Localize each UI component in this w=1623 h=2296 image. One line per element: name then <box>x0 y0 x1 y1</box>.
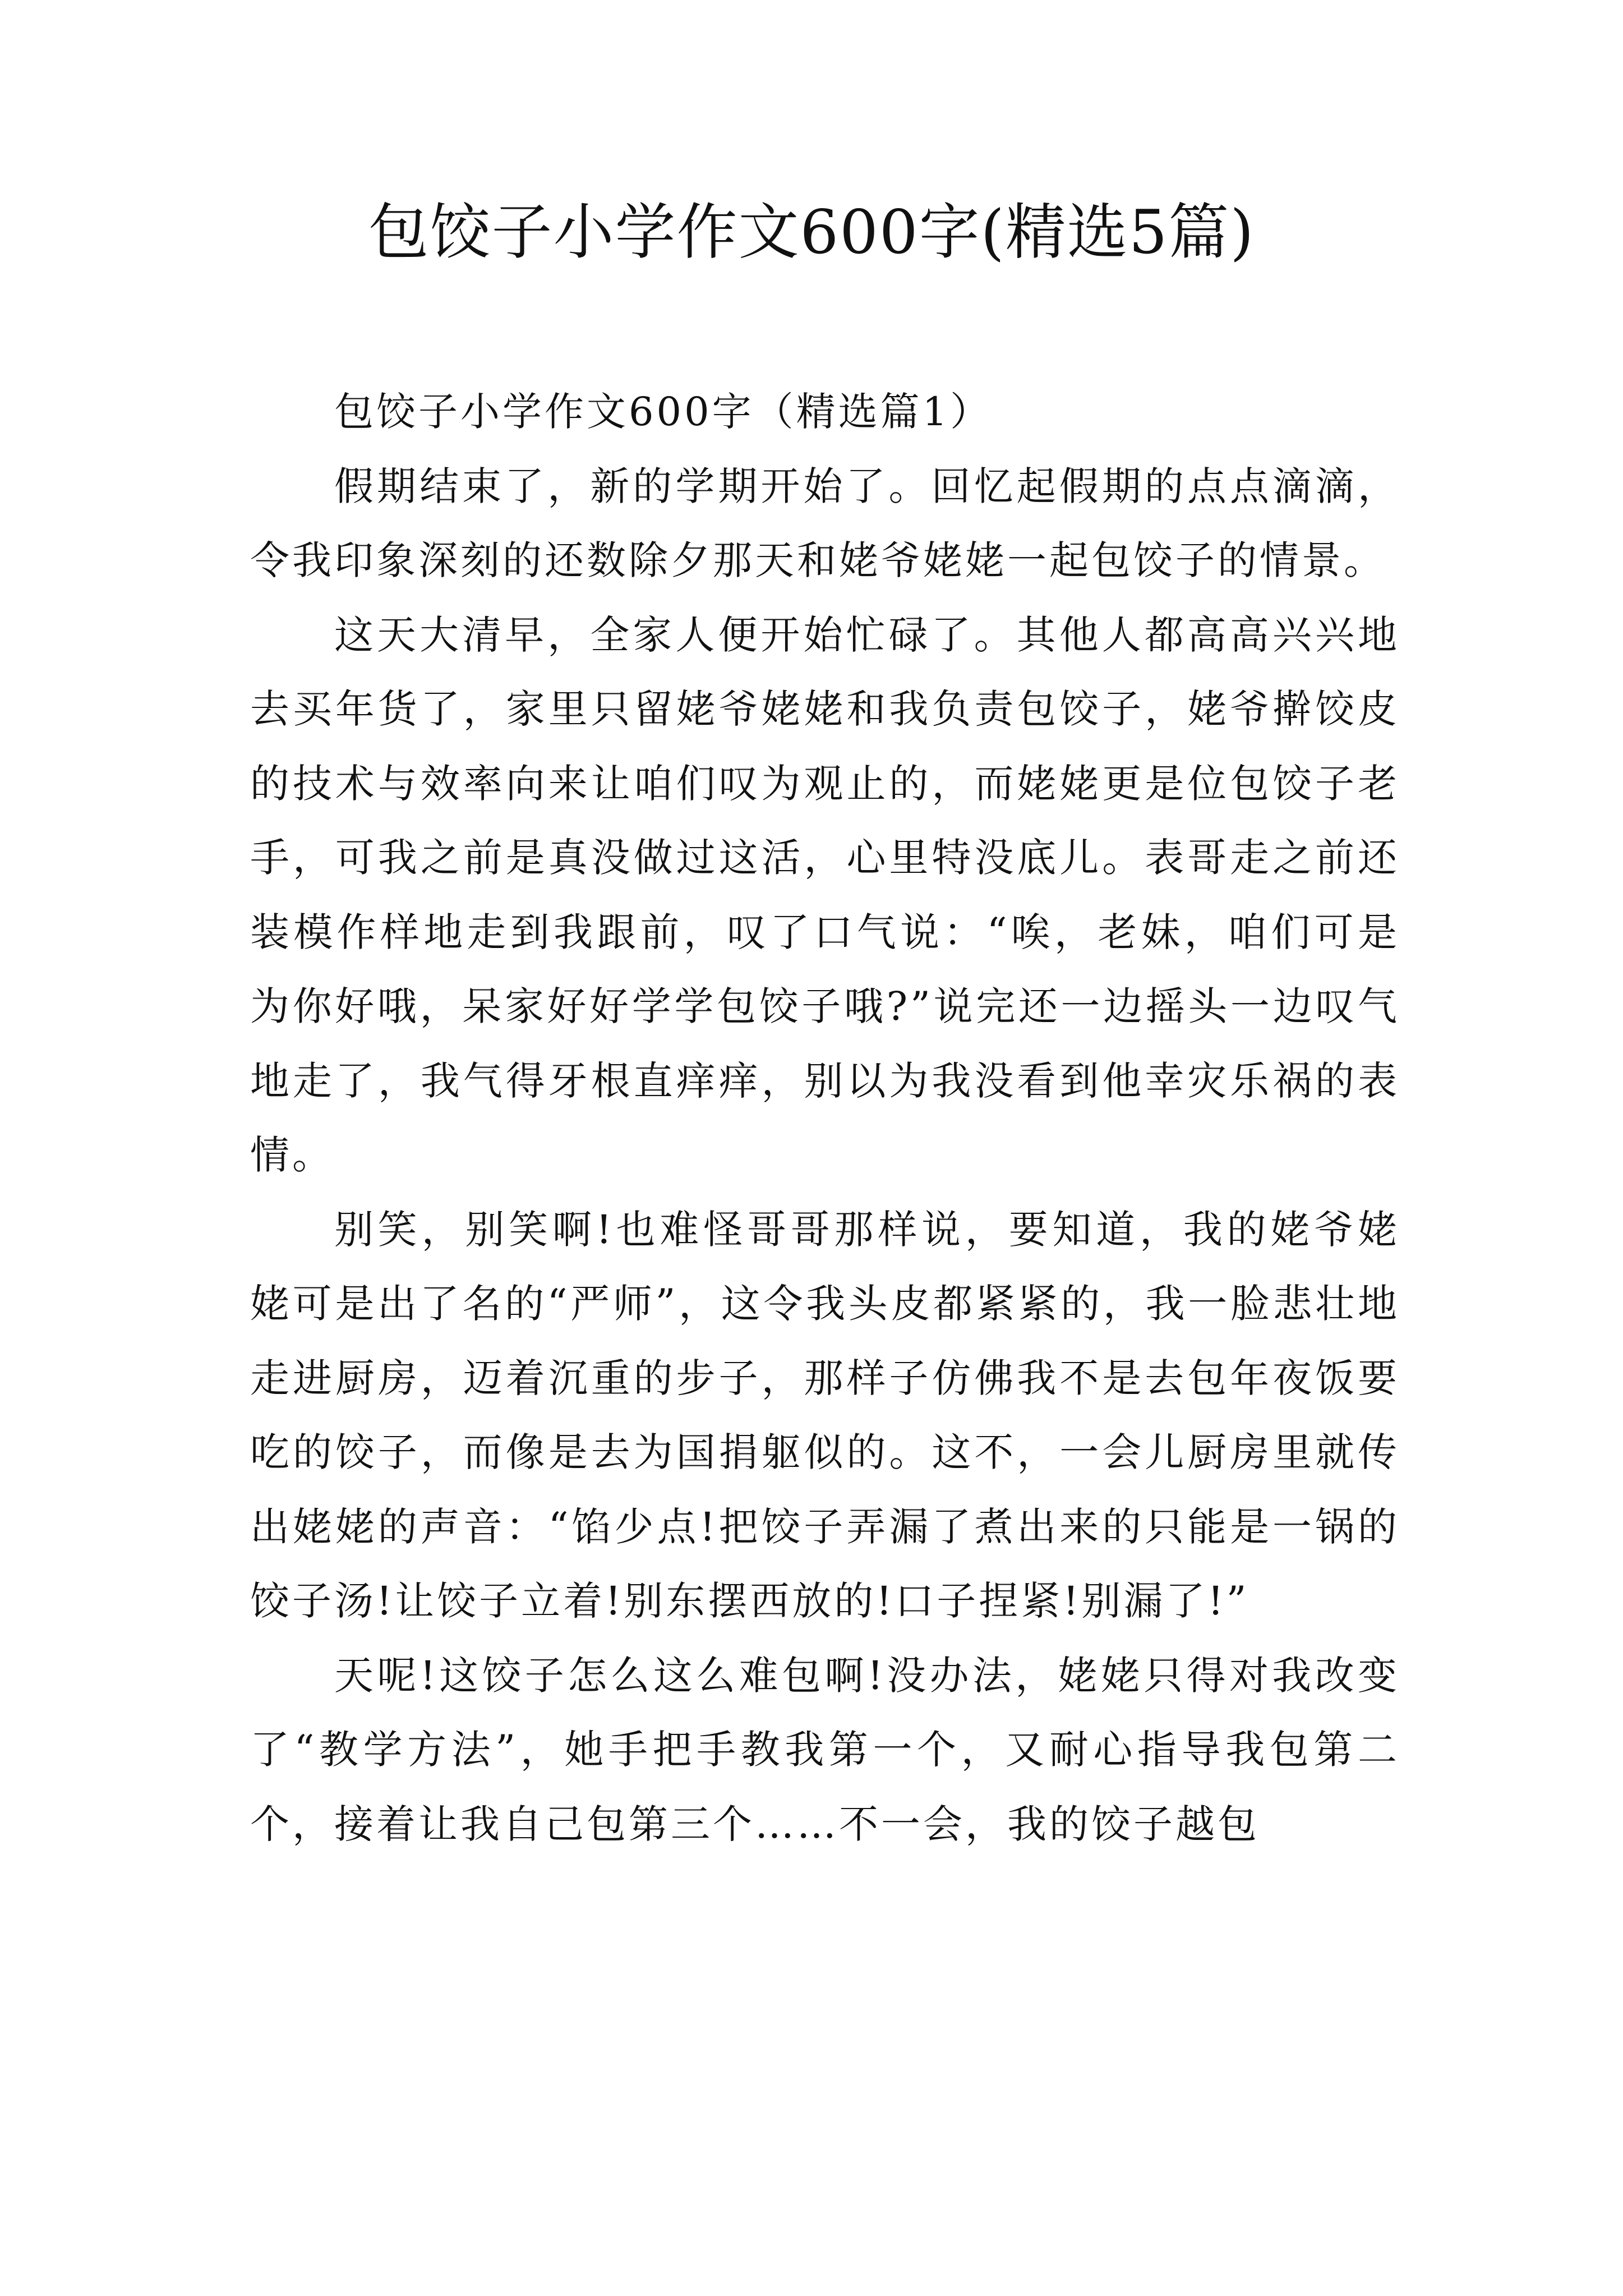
document-body <box>250 375 1400 1861</box>
document-title: 包饺子小学作文600字(精选5篇) <box>368 197 1255 268</box>
paragraph-3: 别笑，别笑啊!也难怪哥哥那样说，要知道，我的姥爷姥姥可是出了名的“严师”，这令我头皮都紧紧的，我一脸悲壮地走进厨房，迈着沉重的步子，那样子仿佛我不是去包年夜饭要吃的饺子，而像是去为国捐躯似的。这不，一会儿厨房里就传出姥姥的声音：“馅少点!把饺子弄漏了煮出来的只能是一锅的饺子汤!让饺子立着!别东摆西放的!口子捏紧!别漏了!” <box>250 1206 1400 1624</box>
paragraph-1: 假期结束了，新的学期开始了。回忆起假期的点点滴滴，令我印象深刻的还数除夕那天和姥爷姥姥一起包饺子的情景。 <box>250 463 1400 583</box>
section-heading: 包饺子小学作文600字（精选篇1） <box>334 389 993 435</box>
paragraph-4: 天呢!这饺子怎么这么难包啊!没办法，姥姥只得对我改变了“教学方法”，她手把手教我第一个，又耐心指导我包第二个，接着让我自己包第三个……不一会，我的饺子越包 <box>250 1652 1400 1847</box>
paragraph-2: 这天大清早，全家人便开始忙碌了。其他人都高高兴兴地去买年货了，家里只留姥爷姥姥和我负责包饺子，姥爷擀饺皮的技术与效率向来让咱们叹为观止的，而姥姥更是位包饺子老手，可我之前是真没做过这活，心里特没底儿。表哥走之前还装模作样地走到我跟前，叹了口气说：“唉，老妹，咱们可是为你好哦，呆家好好学学包饺子哦?”说完还一边摇头一边叹气地走了，我气得牙根直痒痒，别以为我没看到他幸灾乐祸的表情。 <box>250 611 1400 1178</box>
